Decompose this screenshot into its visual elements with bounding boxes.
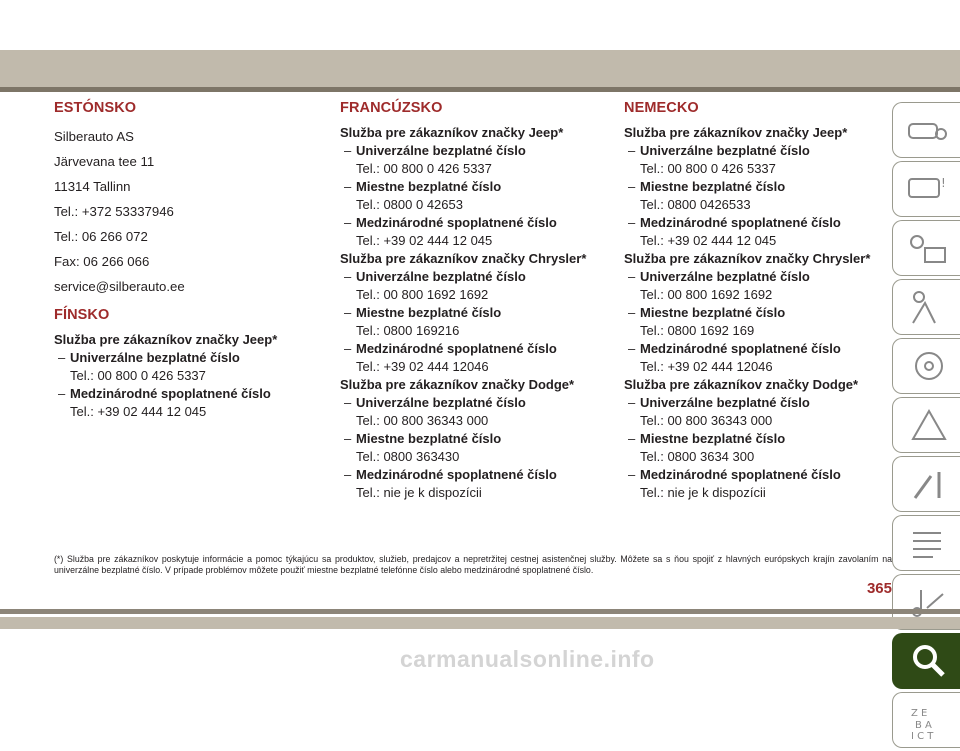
phone-number: Tel.: 0800 3634 300 bbox=[640, 449, 755, 464]
dash-bullet: – bbox=[628, 215, 636, 230]
number-type-label: Univerzálne bezplatné číslo bbox=[640, 143, 810, 158]
service-title: Služba pre zákazníkov značky Jeep* bbox=[624, 125, 848, 140]
chapter-tabs bbox=[892, 102, 960, 751]
number-type-label: Miestne bezplatné číslo bbox=[640, 431, 786, 446]
number-entry bbox=[624, 430, 889, 466]
service-numbers bbox=[624, 394, 889, 502]
heading-estonia: ESTÓNSKO bbox=[54, 100, 137, 116]
number-type-label: Miestne bezplatné číslo bbox=[356, 305, 502, 320]
dash-bullet: – bbox=[58, 386, 66, 401]
dash-bullet: – bbox=[628, 431, 636, 446]
column-germany bbox=[624, 100, 889, 502]
dash-bullet: – bbox=[344, 269, 352, 284]
number-type-label: Miestne bezplatné číslo bbox=[640, 179, 786, 194]
svg-text:I C T: I C T bbox=[910, 731, 933, 740]
dash-bullet: – bbox=[628, 305, 636, 320]
dash-bullet: – bbox=[58, 350, 66, 365]
germany-services bbox=[624, 124, 889, 502]
phone-number: Tel.: 00 800 0 426 5337 bbox=[70, 368, 206, 383]
phone-number: Tel.: +39 02 444 12046 bbox=[356, 359, 489, 374]
service-title: Služba pre zákazníkov značky Dodge* bbox=[340, 377, 575, 392]
number-type-label: Medzinárodné spoplatnené číslo bbox=[640, 467, 841, 482]
footer-rule bbox=[0, 609, 960, 614]
phone-number: Tel.: 0800 169216 bbox=[356, 323, 460, 338]
address-line: service@silberauto.ee bbox=[54, 279, 185, 294]
alphabet-index-icon bbox=[905, 700, 949, 740]
phone-number: Tel.: 00 800 36343 000 bbox=[356, 413, 489, 428]
page-number: 365 bbox=[866, 580, 892, 597]
number-type-label: Univerzálne bezplatné číslo bbox=[640, 269, 810, 284]
phone-number: Tel.: 00 800 0 426 5337 bbox=[640, 161, 776, 176]
dash-bullet: – bbox=[344, 179, 352, 194]
finland-service-title: Služba pre zákazníkov značky Jeep* bbox=[54, 332, 278, 347]
phone-number: Tel.: 00 800 1692 1692 bbox=[640, 287, 773, 302]
number-type-label: Univerzálne bezplatné číslo bbox=[640, 395, 810, 410]
tab-specifications[interactable] bbox=[892, 515, 960, 571]
tab-car-overview[interactable] bbox=[892, 102, 960, 158]
column-france bbox=[340, 100, 615, 502]
service-numbers bbox=[624, 268, 889, 376]
multimedia-icon bbox=[905, 582, 949, 622]
number-entry bbox=[624, 142, 889, 178]
number-entry bbox=[624, 340, 889, 376]
heading-france: FRANCÚZSKO bbox=[340, 100, 443, 116]
phone-number: Tel.: +39 02 444 12 045 bbox=[356, 233, 493, 248]
estonia-address bbox=[54, 124, 324, 299]
specifications-icon bbox=[905, 523, 949, 563]
number-entry bbox=[340, 394, 615, 430]
tab-lights-mail[interactable] bbox=[892, 220, 960, 276]
tab-search-index[interactable] bbox=[892, 633, 960, 689]
phone-number: Tel.: 0800 0 42653 bbox=[356, 197, 463, 212]
svg-text:Z E: Z E bbox=[910, 708, 927, 719]
dash-bullet: – bbox=[344, 395, 352, 410]
dash-bullet: – bbox=[628, 143, 636, 158]
dash-bullet: – bbox=[344, 341, 352, 356]
car-overview-icon bbox=[905, 110, 949, 150]
dash-bullet: – bbox=[344, 431, 352, 446]
number-entry bbox=[340, 340, 615, 376]
dash-bullet: – bbox=[628, 395, 636, 410]
number-entry bbox=[340, 430, 615, 466]
heading-germany: NEMECKO bbox=[624, 100, 699, 116]
service-title: Služba pre zákazníkov značky Chrysler* bbox=[624, 251, 871, 266]
number-entry bbox=[624, 466, 889, 502]
number-type-label: Medzinárodné spoplatnené číslo bbox=[356, 467, 557, 482]
number-type-label: Medzinárodné spoplatnené číslo bbox=[640, 215, 841, 230]
seatbelt-airbag-icon bbox=[905, 287, 949, 327]
number-entry bbox=[54, 385, 324, 421]
number-entry bbox=[624, 178, 889, 214]
phone-number: Tel.: +39 02 444 12 045 bbox=[70, 404, 207, 419]
address-line: Fax: 06 266 066 bbox=[54, 254, 150, 269]
tab-dashboard-warning[interactable] bbox=[892, 161, 960, 217]
number-type-label: Univerzálne bezplatné číslo bbox=[70, 350, 240, 365]
number-type-label: Miestne bezplatné číslo bbox=[356, 179, 502, 194]
number-type-label: Miestne bezplatné číslo bbox=[640, 305, 786, 320]
phone-number: Tel.: +39 02 444 12 045 bbox=[640, 233, 777, 248]
number-type-label: Univerzálne bezplatné číslo bbox=[356, 395, 526, 410]
service-numbers bbox=[624, 142, 889, 250]
lights-mail-icon bbox=[905, 228, 949, 268]
number-type-label: Univerzálne bezplatné číslo bbox=[356, 269, 526, 284]
service-numbers bbox=[340, 394, 615, 502]
phone-number: Tel.: 0800 1692 169 bbox=[640, 323, 755, 338]
tab-alphabet-index[interactable] bbox=[892, 692, 960, 748]
number-entry bbox=[624, 304, 889, 340]
column-estonia-finland bbox=[54, 100, 324, 421]
dash-bullet: – bbox=[344, 305, 352, 320]
number-type-label: Medzinárodné spoplatnené číslo bbox=[356, 215, 557, 230]
service-title: Služba pre zákazníkov značky Chrysler* bbox=[340, 251, 587, 266]
number-type-label: Medzinárodné spoplatnené číslo bbox=[356, 341, 557, 356]
header-rule bbox=[0, 87, 960, 92]
address-line: 11314 Tallinn bbox=[54, 179, 131, 194]
tab-tools[interactable] bbox=[892, 456, 960, 512]
tab-roadside-warning[interactable] bbox=[892, 397, 960, 453]
heading-finland: FÍNSKO bbox=[54, 307, 110, 323]
tab-steering-wheel[interactable] bbox=[892, 338, 960, 394]
number-entry bbox=[624, 268, 889, 304]
search-index-icon bbox=[905, 641, 949, 681]
watermark: carmanualsonline.info bbox=[400, 646, 655, 672]
footer-band bbox=[0, 617, 960, 629]
svg-text:B A: B A bbox=[914, 720, 932, 731]
service-numbers bbox=[340, 142, 615, 250]
dash-bullet: – bbox=[344, 143, 352, 158]
number-entry bbox=[340, 178, 615, 214]
address-line: Järvevana tee 11 bbox=[54, 154, 155, 169]
dash-bullet: – bbox=[344, 467, 352, 482]
phone-number: Tel.: nie je k dispozícii bbox=[640, 485, 766, 500]
france-services bbox=[340, 124, 615, 502]
phone-number: Tel.: +39 02 444 12046 bbox=[640, 359, 773, 374]
number-entry bbox=[624, 214, 889, 250]
dashboard-warning-icon bbox=[905, 169, 949, 209]
footnote: (*) Služba pre zákazníkov poskytuje informácie a pomoc týkajúcu sa produktov, služieb, predajcov a nepretržitej cestnej asistenčnej služby. Môžete sa s ňou spojiť z hlavných európskych krajín zavolaním na univerzálne bezplatné číslo. V prípade problémov môžete použiť miestne bezplatné telefónne číslo alebo medzinárodné spoplatnené číslo. bbox=[54, 554, 892, 575]
header-band bbox=[0, 50, 960, 87]
number-type-label: Univerzálne bezplatné číslo bbox=[356, 143, 526, 158]
phone-number: Tel.: 00 800 1692 1692 bbox=[356, 287, 489, 302]
number-entry bbox=[340, 466, 615, 502]
tools-icon bbox=[905, 464, 949, 504]
number-entry bbox=[340, 214, 615, 250]
roadside-warning-icon bbox=[905, 405, 949, 445]
steering-wheel-icon bbox=[905, 346, 949, 386]
dash-bullet: – bbox=[628, 269, 636, 284]
dash-bullet: – bbox=[628, 467, 636, 482]
finland-numbers bbox=[54, 349, 324, 421]
number-entry bbox=[340, 142, 615, 178]
phone-number: Tel.: 00 800 0 426 5337 bbox=[356, 161, 492, 176]
number-entry bbox=[340, 304, 615, 340]
address-line: Tel.: +372 53337946 bbox=[54, 204, 174, 219]
phone-number: Tel.: 0800 0426533 bbox=[640, 197, 751, 212]
number-entry bbox=[340, 268, 615, 304]
dash-bullet: – bbox=[344, 215, 352, 230]
phone-number: Tel.: nie je k dispozícii bbox=[356, 485, 482, 500]
tab-seatbelt-airbag[interactable] bbox=[892, 279, 960, 335]
phone-number: Tel.: 0800 363430 bbox=[356, 449, 460, 464]
dash-bullet: – bbox=[628, 341, 636, 356]
service-title: Služba pre zákazníkov značky Jeep* bbox=[340, 125, 564, 140]
dash-bullet: – bbox=[628, 179, 636, 194]
number-entry bbox=[624, 394, 889, 430]
number-entry bbox=[54, 349, 324, 385]
address-line: Silberauto AS bbox=[54, 129, 134, 144]
service-numbers bbox=[340, 268, 615, 376]
number-type-label: Miestne bezplatné číslo bbox=[356, 431, 502, 446]
address-line: Tel.: 06 266 072 bbox=[54, 229, 148, 244]
phone-number: Tel.: 00 800 36343 000 bbox=[640, 413, 773, 428]
svg-text:!: ! bbox=[940, 176, 946, 190]
number-type-label: Medzinárodné spoplatnené číslo bbox=[70, 386, 271, 401]
number-type-label: Medzinárodné spoplatnené číslo bbox=[640, 341, 841, 356]
service-title: Služba pre zákazníkov značky Dodge* bbox=[624, 377, 859, 392]
